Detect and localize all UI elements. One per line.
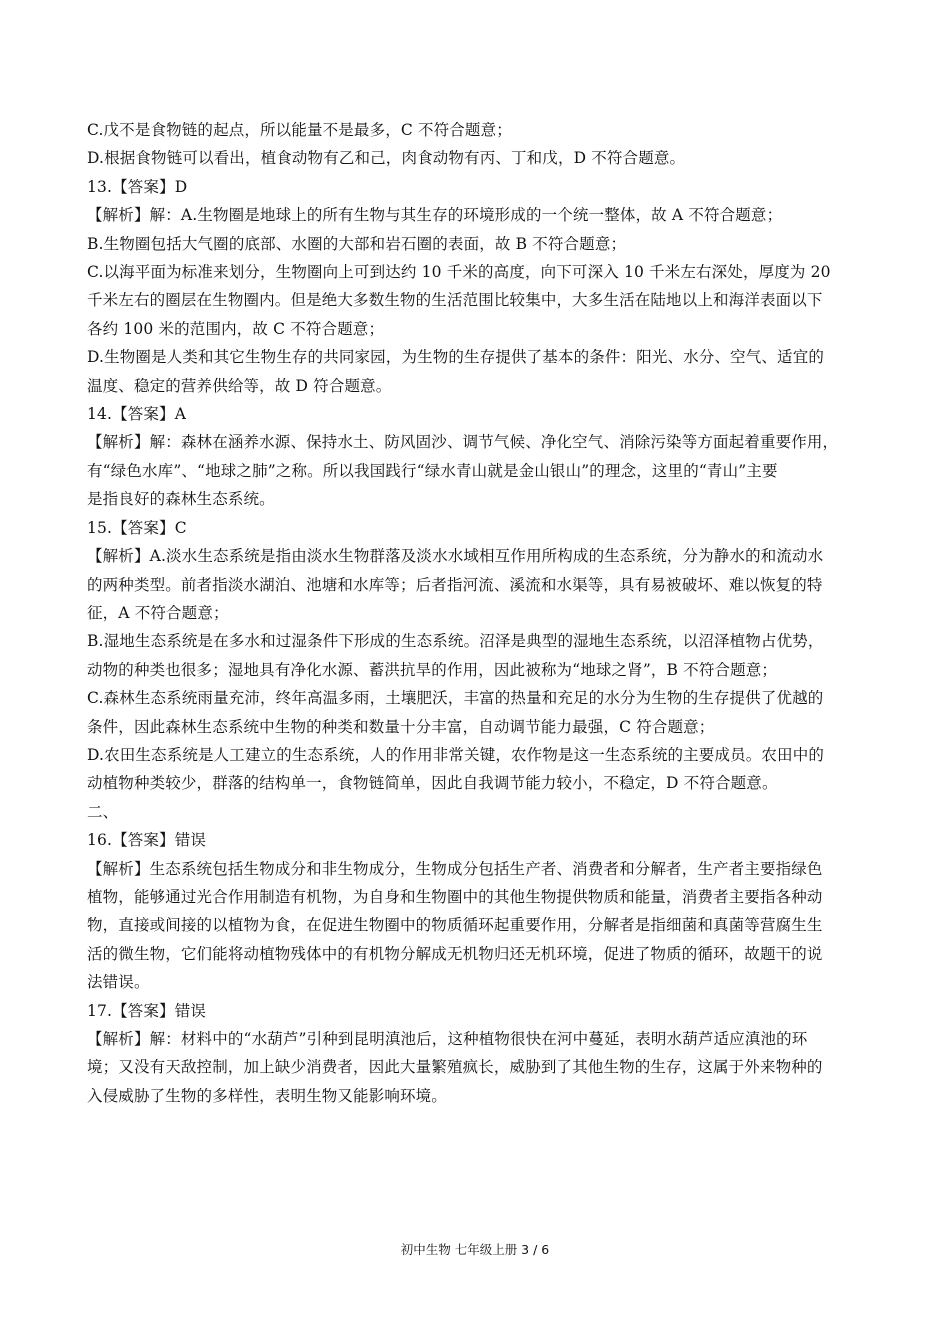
text-line: 【解析】解：森林在涵养水源、保持水土、防风固沙、调节气候、净化空气、消除污染等方面起着重要作用，	[87, 433, 839, 452]
text-line: 各约 100 米的范围内，故 C 不符合题意；	[87, 319, 385, 338]
page-footer: 初中生物 七年级上册 3 / 6	[400, 1242, 550, 1257]
text-line: D.农田生态系统是人工建立的生态系统，人的作用非常关键，农作物是这一生态系统的主要成员。农田中的	[87, 745, 825, 764]
answer-heading: 14.【答案】A	[87, 405, 187, 424]
text-line: 【解析】解：A.生物圈是地球上的所有生物与其生存的环境形成的一个统一整体，故 A 不符合题意；	[87, 206, 783, 225]
text-line: 【解析】生态系统包括生物成分和非生物成分，生物成分包括生产者、消费者和分解者，生产者主要指绿色	[87, 859, 823, 878]
text-line: 的两种类型。前者指淡水湖泊、池塘和水库等；后者指河流、溪流和水渠等，具有易被破坏、难以恢复的特	[87, 575, 823, 594]
text-line: D.生物圈是人类和其它生物生存的共同家园，为生物的生存提供了基本的条件：阳光、水分、空气、适宜的	[87, 348, 825, 367]
text-line: 【解析】解：材料中的“水葫芦”引种到昆明滇池后，这种植物很快在河中蔓延，表明水葫芦适应滇池的环	[87, 1030, 808, 1048]
text-line: C.森林生态系统雨量充沛，终年高温多雨，土壤肥沃，丰富的热量和充足的水分为生物的生存提供了优越的	[87, 689, 824, 708]
text-line: C.戊不是食物链的起点，所以能量不是最多，C 不符合题意；	[87, 121, 512, 139]
answer-heading: 15.【答案】C	[87, 518, 187, 537]
text-line: 植物，能够通过光合作用制造有机物，为自身和生物圈中的其他生物提供物质和能量，消费者主要指各种动	[87, 887, 823, 906]
text-line: 温度、稳定的营养供给等，故 D 符合题意。	[87, 376, 392, 395]
text-line: 是指良好的森林生态系统。	[87, 490, 275, 509]
text-line: 征，A 不符合题意；	[87, 603, 229, 622]
text-line: 【解析】A.淡水生态系统是指由淡水生物群落及淡水水域相互作用所构成的生态系统，分为静水的和流动水	[87, 547, 824, 566]
text-line: D.根据食物链可以看出，植食动物有乙和己，肉食动物有丙、丁和戊，D 不符合题意。	[87, 149, 686, 168]
text-line: 活的微生物，它们能将动植物残体中的有机物分解成无机物归还无机环境，促进了物质的循环，故题干的说	[87, 944, 823, 963]
answer-heading: 16.【答案】错误	[87, 831, 207, 850]
text-line: 动植物种类较少，群落的结构单一，食物链简单，因此自我调节能力较小，不稳定，D 不符合题意。	[87, 774, 778, 793]
text-line: 境；又没有天敌控制，加上缺少消费者，因此大量繁殖疯长，威胁到了其他生物的生存，这属于外来物种的	[87, 1058, 823, 1077]
answer-heading: 17.【答案】错误	[87, 1001, 207, 1020]
answer-explanations	[87, 116, 862, 1110]
text-line: C.以海平面为标准来划分，生物圈向上可到达约 10 千米的高度，向下可深入 10 千米左右深处，厚度为 20	[87, 263, 831, 282]
section-heading: 二、	[87, 802, 119, 821]
text-line: 物，直接或间接的以植物为食，在促进生物圈中的物质循环起重要作用，分解者是指细菌和真菌等营腐生生	[87, 916, 823, 935]
text-line: B.湿地生态系统是在多水和过湿条件下形成的生态系统。沼泽是典型的湿地生态系统，以沼泽植物占优势，	[87, 632, 824, 651]
answer-heading: 13.【答案】D	[87, 177, 188, 196]
text-line: 条件，因此森林生态系统中生物的种类和数量十分丰富，自动调节能力最强，C 符合题意；	[87, 717, 715, 736]
text-line: 动物的种类也很多；湿地具有净化水源、蓄洪抗旱的作用，因此被称为“地球之肾”，B 不符合题意；	[87, 660, 778, 679]
text-line: 入侵威胁了生物的多样性，表明生物又能影响环境。	[87, 1086, 447, 1105]
text-line: 有“绿色水库”、“地球之肺”之称。所以我国践行“绿水青山就是金山银山”的理念，这里的“青山”主要	[87, 461, 778, 480]
text-line: B.生物圈包括大气圈的底部、水圈的大部和岩石圈的表面，故 B 不符合题意；	[87, 234, 627, 253]
text-line: 千米左右的圈层在生物圈内。但是绝大多数生物的生活范围比较集中，大多生活在陆地以上和海洋表面以下	[87, 291, 823, 310]
text-line: 法错误。	[87, 973, 150, 992]
